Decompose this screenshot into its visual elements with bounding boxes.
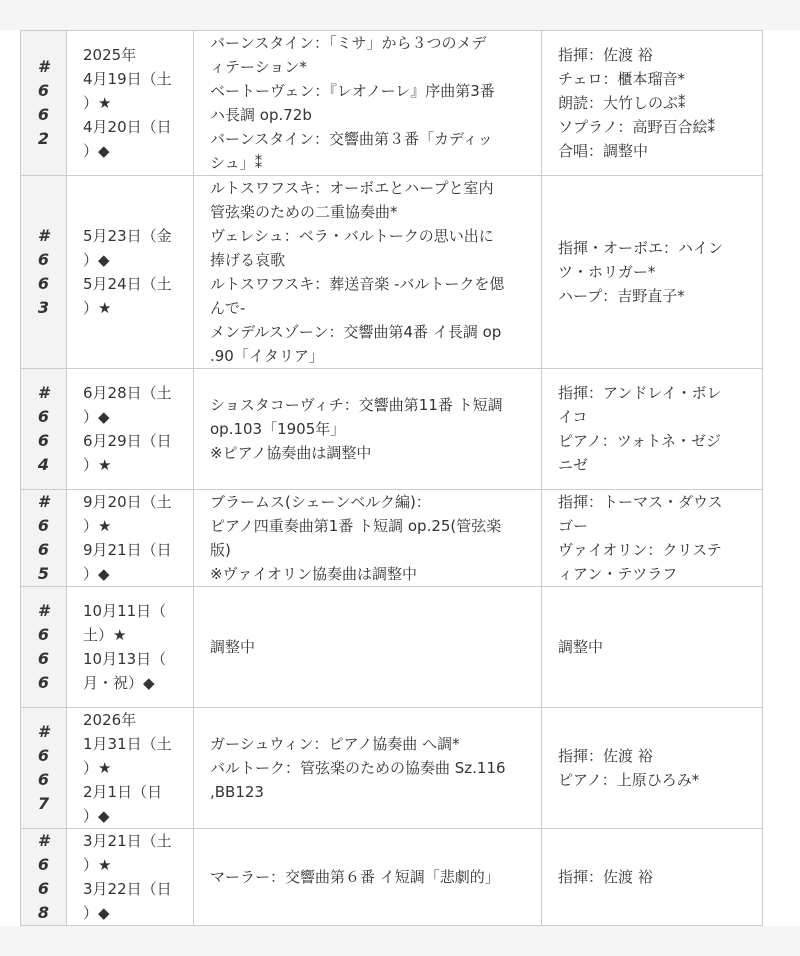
concert-number-cell (21, 176, 67, 369)
date-line: 月・祝）◆ (83, 674, 155, 692)
concert-number: #668 (37, 831, 50, 922)
date-line: ）★ (83, 299, 112, 317)
bottom-background-strip (0, 926, 800, 956)
program-line: .90「イタリア」 (210, 347, 324, 365)
date-line: 10月11日（ (83, 602, 167, 620)
program-line: ルトスワフスキ：葬送音楽 -バルトークを偲 (210, 275, 505, 293)
performer-line: チェロ：櫃本瑠音* (558, 70, 686, 88)
concert-number-cell (21, 587, 67, 708)
date-line: 1月31日（土 (83, 735, 172, 753)
performer-line: ソプラノ：高野百合絵⁑ (558, 118, 716, 136)
concert-number: #664 (37, 383, 50, 474)
program-line: ブラームス(シェーンベルク編)： (210, 493, 431, 511)
program-line: op.103「1905年」 (210, 420, 346, 438)
performer-line: 指揮：トーマス・ダウス (558, 493, 723, 511)
program-line: ガーシュウィン：ピアノ協奏曲 へ調* (210, 735, 460, 753)
date-line: 5月24日（土 (83, 275, 172, 293)
concert-dates-cell (67, 829, 194, 926)
concert-program-cell (194, 490, 542, 587)
performer-line: 朗読：大竹しのぶ⁑ (558, 94, 686, 112)
program-line: バーンスタイン：「ミサ」から３つのメデ (210, 34, 487, 52)
date-line: 10月13日（ (83, 650, 167, 668)
date-line: 5月23日（金 (83, 227, 172, 245)
concert-number: #662 (37, 57, 50, 148)
concert-dates-cell (67, 31, 194, 176)
date-line: 6月28日（土 (83, 384, 172, 402)
program-line: ショスタコーヴィチ：交響曲第11番 ト短調 (210, 396, 503, 414)
concert-row (21, 176, 763, 369)
concert-number-cell (21, 369, 67, 490)
date-line: ）◆ (83, 565, 110, 583)
program-line: ヴェレシュ：ベラ・バルトークの思い出に (210, 227, 494, 245)
concert-performers-cell (542, 31, 763, 176)
program-line: ※ピアノ協奏曲は調整中 (210, 444, 372, 462)
date-line: ）★ (83, 759, 112, 777)
program-line: バーンスタイン：交響曲第３番「カディッ (210, 130, 493, 148)
concert-performers-cell (542, 829, 763, 926)
date-line: ）★ (83, 456, 112, 474)
concert-number: #667 (37, 722, 50, 813)
program-line: 調整中 (210, 638, 256, 656)
date-line: ）★ (83, 856, 112, 874)
program-line: ピアノ四重奏曲第1番 ト短調 op.25(管弦楽 (210, 517, 502, 535)
concert-row (21, 587, 763, 708)
date-line: 2月1日（日 (83, 783, 163, 801)
date-line: 9月20日（土 (83, 493, 172, 511)
performer-line: イコ (558, 408, 588, 426)
concert-performers-cell (542, 490, 763, 587)
program-line: ,BB123 (210, 783, 264, 801)
date-line: ）★ (83, 94, 112, 112)
performer-line: ピアノ：ツォトネ・ゼジ (558, 432, 722, 450)
performer-line: 合唱：調整中 (558, 142, 649, 160)
concert-dates-cell (67, 708, 194, 829)
date-line: 3月22日（日 (83, 880, 172, 898)
concert-dates-cell (67, 587, 194, 708)
performer-line: 指揮・オーボエ：ハイン (558, 239, 724, 257)
concert-dates-cell (67, 369, 194, 490)
date-line: ）◆ (83, 142, 110, 160)
concert-number-cell (21, 708, 67, 829)
concert-performers-cell (542, 587, 763, 708)
concert-performers-cell (542, 369, 763, 490)
program-line: ベートーヴェン：『レオノーレ』序曲第3番 (210, 82, 495, 100)
performer-line: ニゼ (558, 456, 589, 474)
performer-line: 指揮：佐渡 裕 (558, 868, 653, 886)
performer-line: ゴー (558, 517, 589, 535)
concert-program-cell (194, 31, 542, 176)
concert-row (21, 369, 763, 490)
performer-line: ピアノ：上原ひろみ* (558, 771, 700, 789)
program-line: バルトーク：管弦楽のための協奏曲 Sz.116 (210, 759, 506, 777)
date-line: 2025年 (83, 46, 137, 64)
concert-program-cell (194, 587, 542, 708)
concert-number-cell (21, 31, 67, 176)
program-line: ィテーション* (210, 58, 307, 76)
performer-line: ィアン・テツラフ (558, 565, 678, 583)
top-background-strip (0, 0, 800, 30)
date-line: 9月21日（日 (83, 541, 172, 559)
date-line: ）★ (83, 517, 112, 535)
date-line: 2026年 (83, 711, 137, 729)
program-line: ハ長調 op.72b (210, 106, 312, 124)
concert-number: #665 (37, 492, 50, 583)
date-line: 土）★ (83, 626, 127, 644)
performer-line: 調整中 (558, 638, 604, 656)
concert-program-cell (194, 369, 542, 490)
concert-performers-cell (542, 708, 763, 829)
program-line: ※ヴァイオリン協奏曲は調整中 (210, 565, 417, 583)
performer-line: 指揮：佐渡 裕 (558, 46, 653, 64)
program-line: 版) (210, 541, 231, 559)
concert-dates-cell (67, 176, 194, 369)
date-line: ）◆ (83, 904, 110, 922)
program-line: シュ」⁑ (210, 154, 263, 172)
performer-line: ツ・ホリガー* (558, 263, 656, 281)
date-line: 6月29日（日 (83, 432, 172, 450)
date-line: ）◆ (83, 408, 110, 426)
concert-row (21, 31, 763, 176)
concert-row (21, 708, 763, 829)
concert-performers-cell (542, 176, 763, 369)
program-line: 捧げる哀歌 (210, 251, 286, 269)
date-line: 4月19日（土 (83, 70, 172, 88)
schedule-body (21, 31, 763, 926)
concert-program-cell (194, 176, 542, 369)
concert-number: #666 (37, 601, 50, 692)
program-line: マーラー：交響曲第６番 イ短調「悲劇的」 (210, 868, 500, 886)
concert-program-cell (194, 708, 542, 829)
concert-number-cell (21, 829, 67, 926)
date-line: ）◆ (83, 807, 110, 825)
program-line: ルトスワフスキ：オーボエとハープと室内 (210, 179, 494, 197)
concert-schedule-table (20, 30, 763, 926)
date-line: 4月20日（日 (83, 118, 172, 136)
program-line: 管弦楽のための二重協奏曲* (210, 203, 398, 221)
date-line: ）◆ (83, 251, 110, 269)
concert-number: #663 (37, 226, 50, 317)
performer-line: ヴァイオリン：クリステ (558, 541, 722, 559)
concert-dates-cell (67, 490, 194, 587)
concert-row (21, 490, 763, 587)
performer-line: 指揮：アンドレイ・ボレ (558, 384, 722, 402)
concert-program-cell (194, 829, 542, 926)
date-line: 3月21日（土 (83, 832, 172, 850)
performer-line: 指揮：佐渡 裕 (558, 747, 653, 765)
program-line: んで- (210, 299, 246, 317)
concert-row (21, 829, 763, 926)
performer-line: ハープ：吉野直子* (558, 287, 685, 305)
concert-number-cell (21, 490, 67, 587)
program-line: メンデルスゾーン：交響曲第4番 イ長調 op (210, 323, 502, 341)
